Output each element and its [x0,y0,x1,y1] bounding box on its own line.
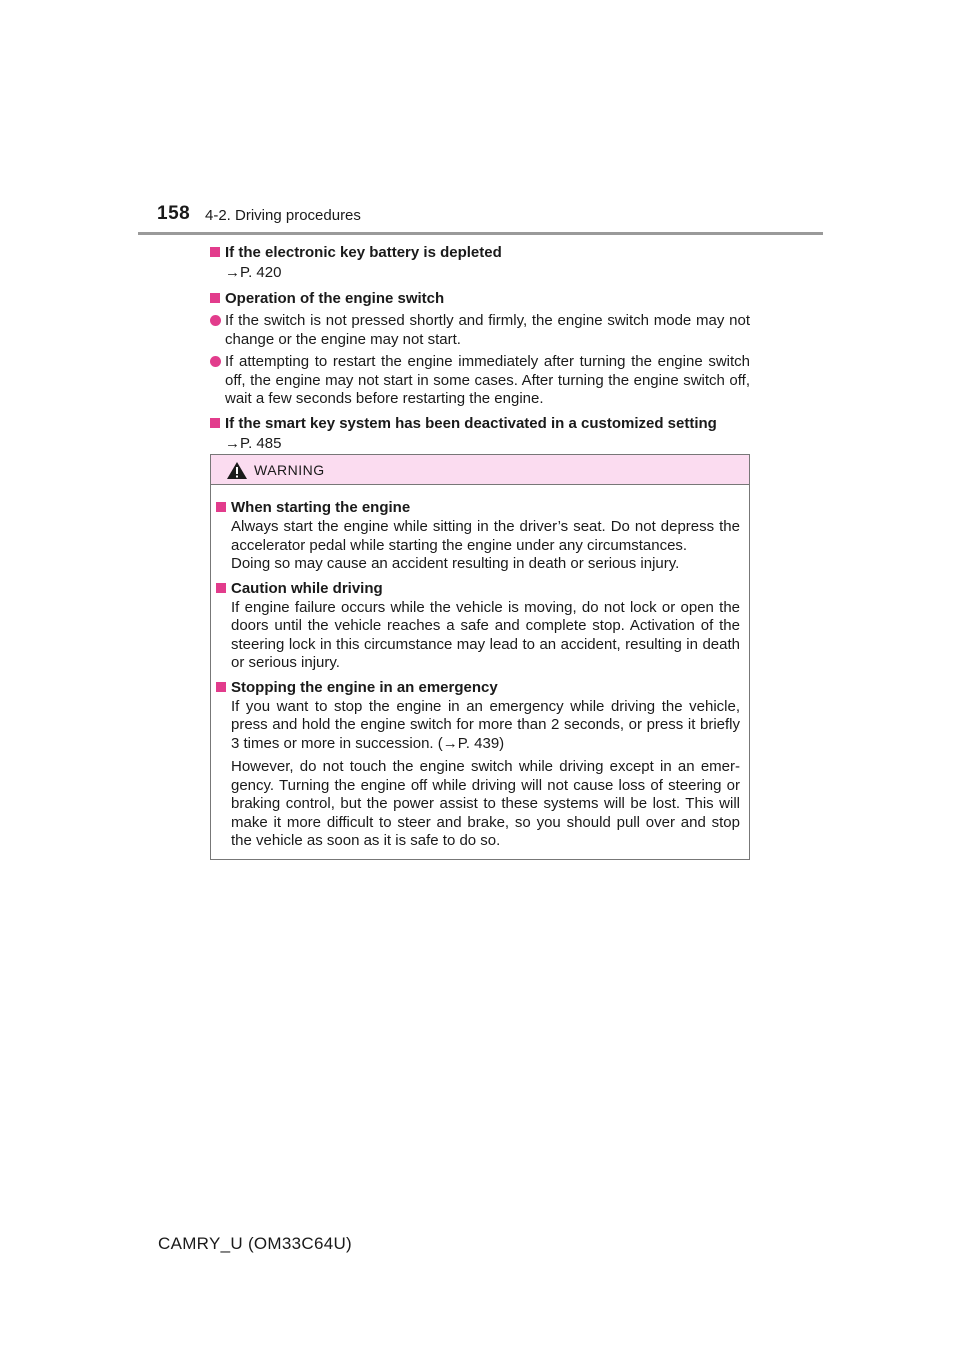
warning-heading-text: Stopping the engine in an emergency [231,678,498,696]
warning-header [211,455,749,485]
section-heading-text: If the smart key system has been deactivated in a customized setting [225,414,717,432]
warning-section [216,579,740,673]
warning-heading-text: When starting the engine [231,499,411,516]
warning-body [211,485,749,851]
warning-triangle-icon [226,461,248,480]
section-heading [210,414,750,433]
square-bullet-icon [216,682,226,692]
info-section [210,243,750,284]
section-heading [210,243,750,262]
warning-heading-text: Caution while driving [231,579,383,597]
section-title: 4-2. Driving procedures [205,207,361,224]
header-divider [138,232,823,235]
warning-section-heading [216,498,740,517]
circle-bullet-icon [210,356,221,367]
square-bullet-icon [216,583,226,593]
square-bullet-icon [210,418,220,428]
page-reference: →P. 485 [225,434,282,452]
warning-paragraph: However, do not touch the engine switch while driving except in an emer-gency. Turning the engine off while driving will not cause loss of steering or braking control, but the power assist to these systems will be lost. This will make it more difficult to steer and brake, so you should pull over and stop the vehicle as soon as it is safe to do so. [231,758,740,849]
warning-box [210,454,750,860]
warning-paragraph: If engine failure occurs while the vehicle is moving, do not lock or open the doors until the vehicle reaches a safe and complete stop. Activation of the steering lock in this circumstance may lead to an accident, resulting in death or serious injury. [231,598,740,671]
warning-paragraph: If you want to stop the engine in an emergency while driving the vehicle, press and hold the engine switch for more than 2 seconds, or press it briefly 3 times or more in succession. (→P. 439) [231,697,740,752]
warning-section-heading [216,579,740,598]
circle-bullet-icon [210,315,221,326]
warning-section [216,678,740,851]
footer-model-code: CAMRY_U (OM33C64U) [158,1234,353,1253]
warning-label: WARNING [254,462,325,478]
main-content [210,243,750,460]
info-section [210,289,750,409]
square-bullet-icon [216,502,226,512]
page-number: 158 [157,203,191,224]
warning-section-heading [216,678,740,697]
square-bullet-icon [210,293,220,303]
section-heading [210,289,750,308]
page-reference: →P. 420 [225,264,282,281]
bullet-text: If attempting to restart the engine immediately after turning the engine switch off, the engine may not start in some cases. After turning the engine switch off, wait a few seconds before restarting the engine. [225,353,750,407]
bullet-text: If the switch is not pressed shortly and firmly, the engine switch mode may not change or the engine may not start. [225,312,750,348]
warning-paragraph: Always start the engine while sitting in the driver’s seat. Do not depress the accelerator pedal while starting the engine under any circumstances. Doing so may cause an accident resulting in death or serious injury. [231,518,740,572]
bullet-item [210,312,750,349]
square-bullet-icon [210,247,220,257]
bullet-item [210,353,750,409]
warning-section [216,498,740,574]
section-heading-text: If the electronic key battery is depleted [225,244,502,261]
info-section [210,414,750,455]
section-heading-text: Operation of the engine switch [225,290,445,307]
